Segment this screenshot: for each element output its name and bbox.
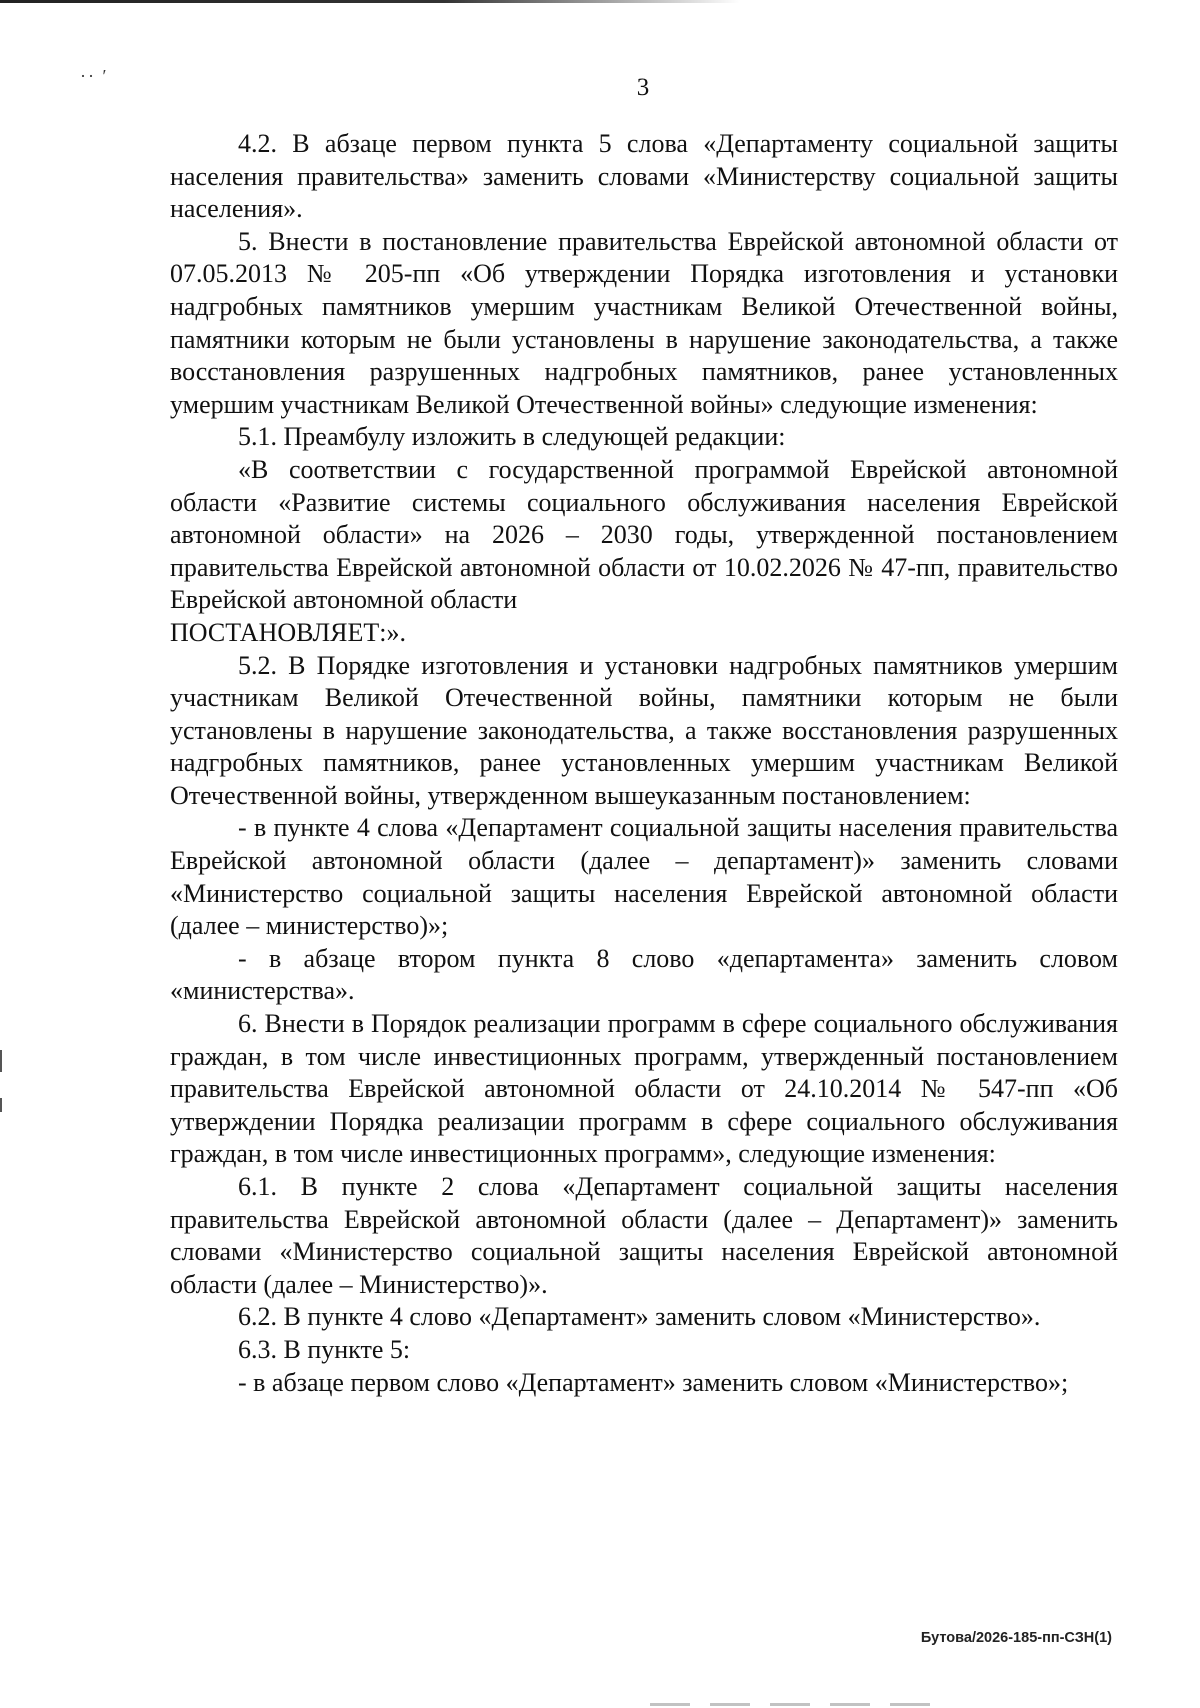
scan-bottom-edge-marks	[650, 1703, 950, 1706]
paragraph-6-3: 6.3. В пункте 5:	[238, 1334, 411, 1364]
list-item-punkt-8: - в абзаце втором пункта 8 слово «департамента» заменить словом «министерства».	[170, 943, 1118, 1006]
paragraph-postanovlyaet: ПОСТАНОВЛЯЕТ:».	[170, 617, 406, 647]
paragraph-5: 5. Внести в постановление правительства Еврейской автономной области от 07.05.2013 № 205-пп «Об утверждении Порядка изготовления и установки надгробных памятников умершим участникам Великой Отечественной войны, памятники которым не были установлены в нарушение законодательства, а также восстановления разрушенных надгробных памятников, ранее установленных умершим участникам Великой Отечественной войны» следующие изменения:	[170, 226, 1118, 419]
scan-specks: ·· ′	[80, 66, 109, 86]
document-footer-code: Бутова/2026-185-пп-СЗН(1)	[920, 1630, 1112, 1646]
paragraph-5-1: 5.1. Преамбулу изложить в следующей редакции:	[238, 422, 786, 452]
list-item-abzac-pervyi: - в абзаце первом слово «Департамент» заменить словом «Министерство»;	[238, 1367, 1069, 1397]
paragraph-6-1: 6.1. В пункте 2 слова «Департамент социальной защиты населения правительства Еврейской автономной области (далее – Департамент)» заменить словами «Министерство социальной защиты населения Еврейской автономной области (далее – Министерство)».	[170, 1172, 1118, 1299]
paragraph-6: 6. Внести в Порядок реализации программ в сфере социального обслуживания граждан, в том числе инвестиционных программ, утвержденный постановлением правительства Еврейской автономной области от 24.10.2014 № 547-пп «Об утверждении Порядка реализации программ в сфере социального обслуживания граждан, в том числе инвестиционных программ», следующие изменения:	[170, 1009, 1118, 1169]
document-body	[170, 128, 1118, 1399]
paragraph-4-2: 4.2. В абзаце первом пункта 5 слова «Департаменту социальной защиты населения правительства» заменить словами «Министерству социальной защиты населения».	[170, 129, 1118, 224]
paragraph-preamble-quote: «В соответствии с государственной программой Еврейской автономной области «Развитие системы социального обслуживания населения Еврейской автономной области» на 2026 – 2030 годы, утвержденной постановлением правительства Еврейской автономной области от 10.02.2026 № 47-пп, правительство Еврейской автономной области	[170, 454, 1118, 615]
scan-margin-mark	[0, 1050, 2, 1072]
scan-top-edge-line	[0, 0, 740, 3]
paragraph-6-2: 6.2. В пункте 4 слово «Департамент» заменить словом «Министерство».	[238, 1302, 1041, 1332]
page-number: 3	[636, 74, 650, 101]
scan-margin-mark	[0, 1098, 2, 1112]
paragraph-5-2: 5.2. В Порядке изготовления и установки надгробных памятников умершим участникам Великой Отечественной войны, памятники которым не были установлены в нарушение законодательства, а также восстановления разрушенных надгробных памятников, ранее установленных умершим участникам Великой Отечественной войны, утвержденном вышеуказанным постановлением:	[170, 650, 1118, 810]
list-item-punkt-4: - в пункте 4 слова «Департамент социальной защиты населения правительства Еврейской автономной области (далее – департамент)» заменить словами «Министерство социальной защиты населения Еврейской автономной области (далее – министерство)»;	[170, 813, 1118, 941]
